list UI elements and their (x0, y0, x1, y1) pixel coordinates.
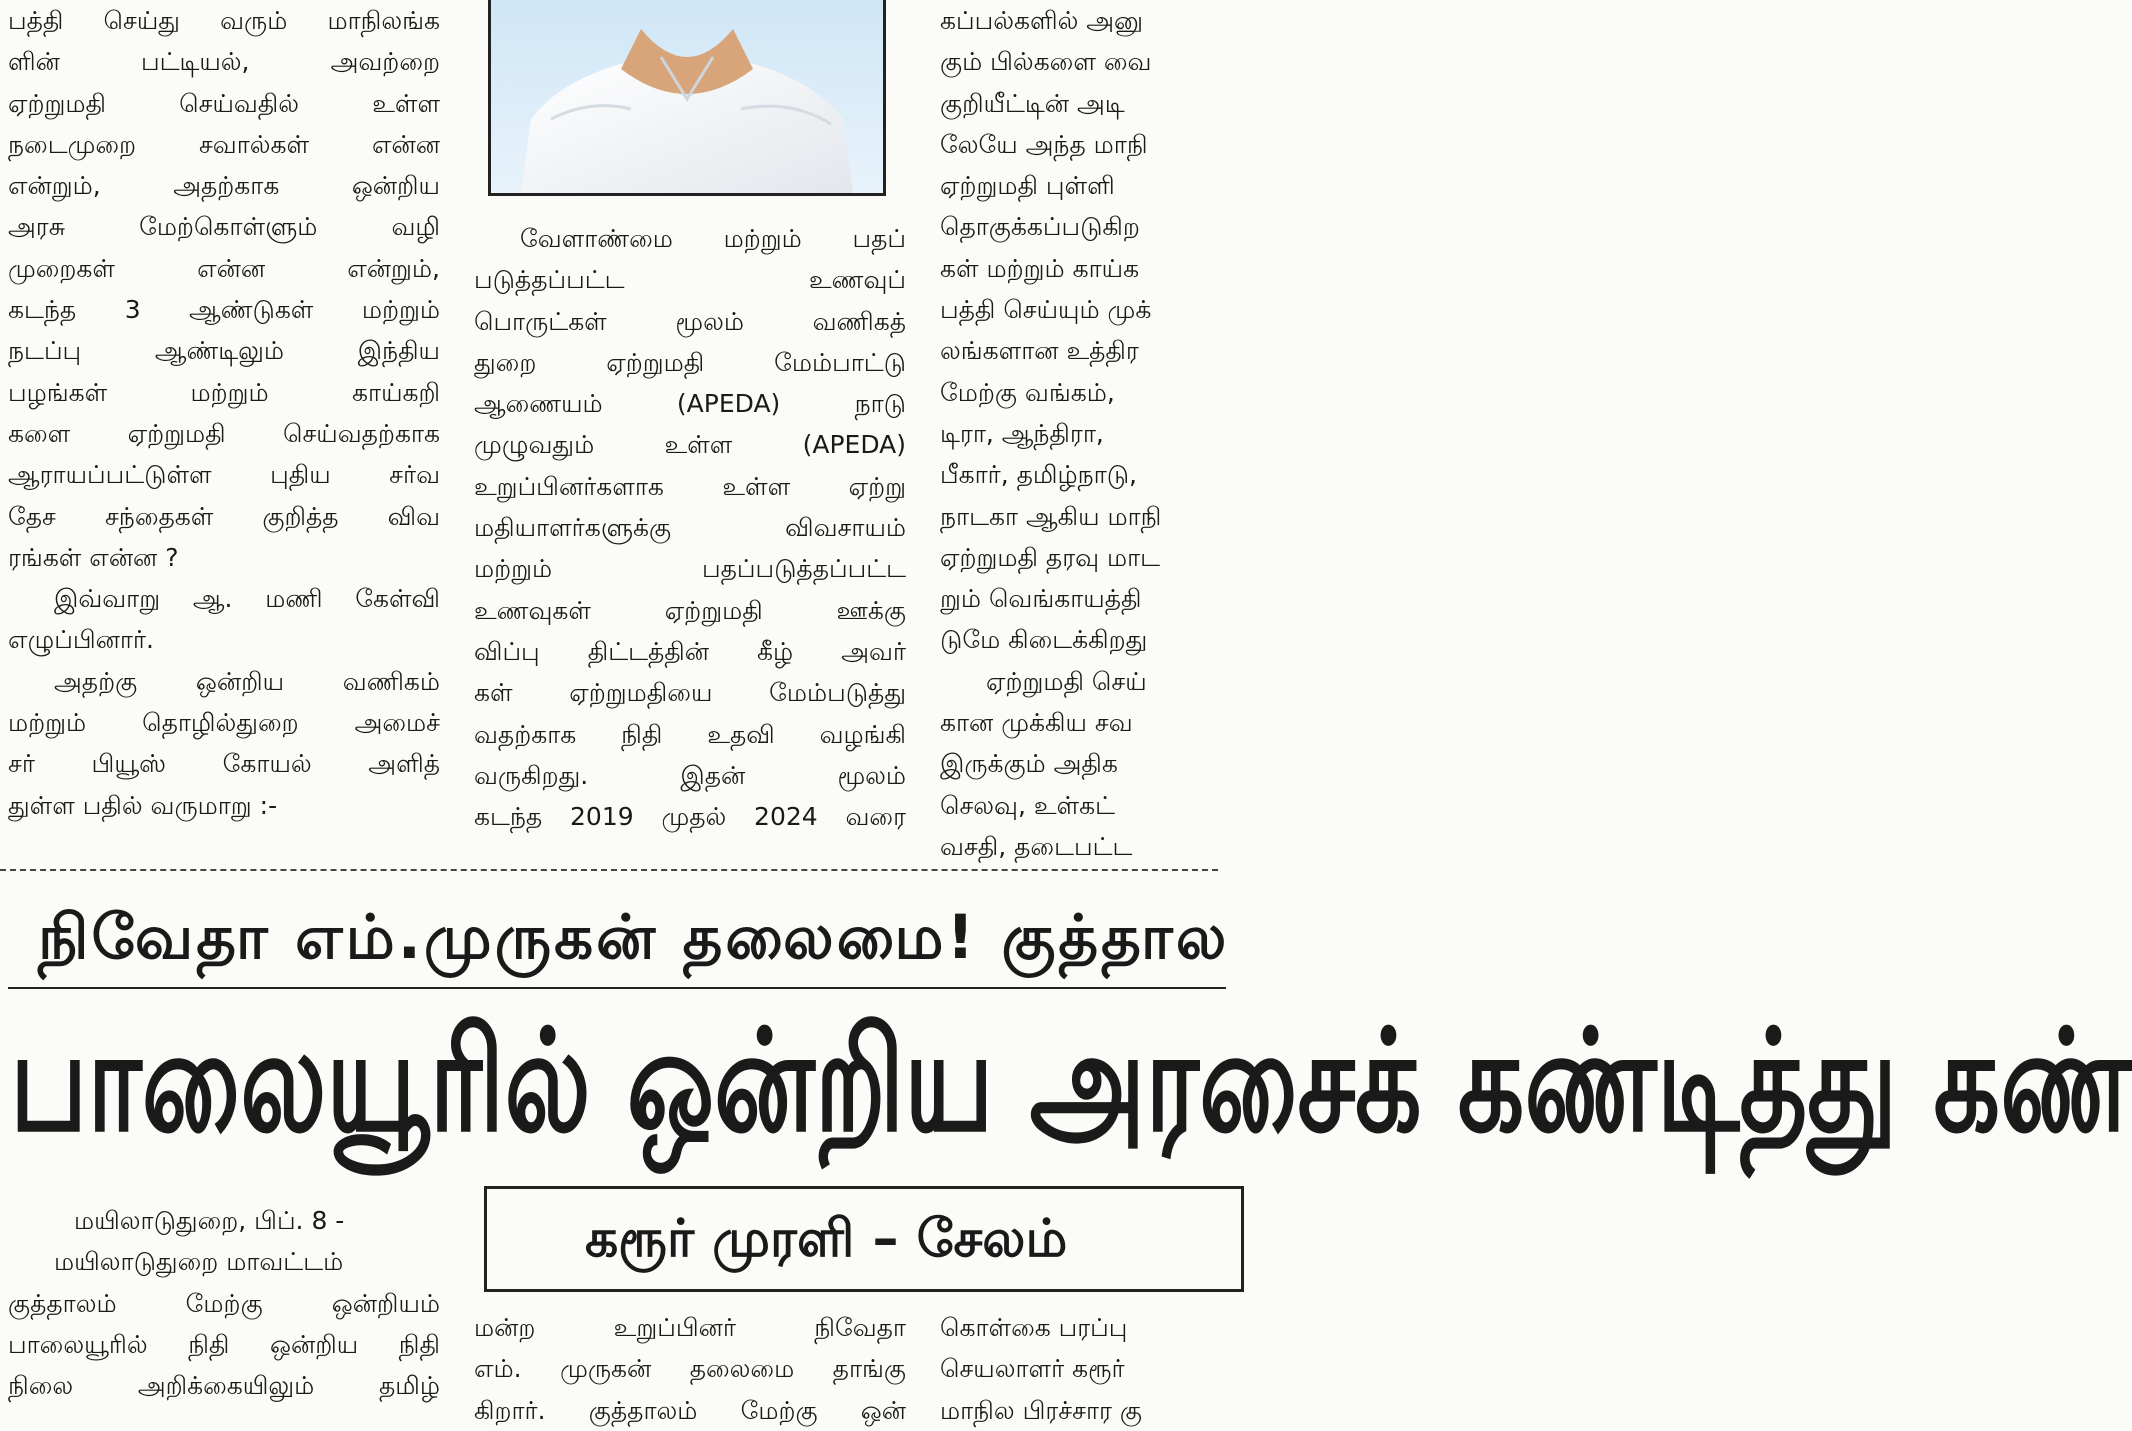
text-line: பாலையூரில் நிதி ஒன்றிய நிதி (8, 1329, 440, 1359)
text-line: கடந்த 3 ஆண்டுகள் மற்றும் (8, 295, 440, 325)
text-line: வசதி, தடைபட்ட (940, 831, 1133, 861)
text-line: களை ஏற்றுமதி செய்வதற்காக (8, 418, 440, 448)
text-line: விப்பு திட்டத்தின் கீழ் அவர் (474, 636, 906, 666)
text-line: வேளாண்மை மற்றும் பதப் (520, 224, 906, 253)
text-line: ஏற்றுமதி செய்வதில் உள்ள (8, 88, 440, 118)
text-line: துள்ள பதில் வருமாறு :- (8, 790, 278, 820)
portrait-photo (488, 0, 886, 196)
text-line: சர் பியூஸ் கோயல் அளித் (8, 749, 440, 779)
text-line: பீகார், தமிழ்நாடு, (940, 460, 1137, 490)
text-line: பொருட்கள் மூலம் வணிகத் (474, 306, 906, 336)
sub-headline: கரூர் முரளி – சேலம் (585, 1209, 1068, 1269)
text-line: உணவுகள் ஏற்றுமதி ஊக்கு (474, 595, 906, 625)
text-line: டிரா, ஆந்திரா, (940, 418, 1104, 448)
text-line: குறியீட்டின் அடி (940, 88, 1125, 118)
text-line: ரங்கள் என்ன ? (8, 542, 179, 572)
text-line: ஏற்றுமதி செய் (986, 666, 1147, 696)
text-line: ளின் பட்டியல், அவற்றை (8, 47, 440, 77)
text-line: லேயே அந்த மாநி (940, 129, 1148, 159)
text-line: ஆராயப்பட்டுள்ள புதிய சர்வ (8, 460, 440, 490)
headline-rule (8, 987, 1226, 989)
text-line: லங்களான உத்திர (940, 336, 1139, 366)
text-line: மதியாளர்களுக்கு விவசாயம் (474, 513, 906, 543)
text-line: தொகுக்கப்படுகிற (940, 212, 1140, 242)
text-line: செயலாளர் கரூர் (940, 1354, 1125, 1384)
article-middle-column (474, 218, 906, 837)
text-line: எழுப்பினார். (8, 625, 154, 655)
text-line: என்றும், அதற்காக ஒன்றிய (8, 171, 440, 201)
text-line: நாடகா ஆகிய மாநி (940, 501, 1162, 531)
text-line: உறுப்பினர்களாக உள்ள ஏற்று (474, 471, 906, 501)
text-line: பழங்கள் மற்றும் காய்கறி (8, 377, 440, 407)
text-line: அதற்கு ஒன்றிய வணிகம் (54, 666, 440, 696)
text-line: பத்தி செய்து வரும் மாநிலங்க (8, 6, 440, 35)
text-line: கடந்த 2019 முதல் 2024 வரை (474, 802, 906, 832)
text-line: கள் மற்றும் காய்க (940, 253, 1140, 283)
text-line: அரசு மேற்கொள்ளும் வழி (8, 212, 440, 242)
section-divider (0, 869, 1218, 871)
article-left-column (8, 0, 440, 826)
text-line: இருக்கும் அதிக (940, 749, 1118, 779)
text-line: டுமே கிடைக்கிறது (940, 625, 1148, 655)
text-line: மற்றும் பதப்படுத்தப்பட்ட (474, 554, 906, 584)
text-line: றும் வெங்காயத்தி (940, 584, 1142, 614)
bottom-left-column (8, 1200, 440, 1406)
text-line: கான முக்கிய சவ (940, 708, 1133, 738)
text-line: மாநில பிரச்சார கு (940, 1395, 1142, 1425)
text-line: முழுவதும் உள்ள (APEDA) (474, 430, 906, 460)
text-line: நடப்பு ஆண்டிலும் இந்திய (8, 336, 440, 366)
portrait-image (491, 0, 883, 193)
text-line: வதற்காக நிதி உதவி வழங்கி (474, 719, 906, 749)
text-line: ஏற்றுமதி புள்ளி (940, 171, 1115, 201)
text-line: செலவு, உள்கட் (940, 790, 1115, 820)
article-right-column (940, 0, 1240, 867)
text-line: நடைமுறை சவால்கள் என்ன (8, 129, 440, 159)
text-line: மேற்கு வங்கம், (940, 377, 1115, 407)
dateline: மயிலாடுதுறை, பிப். 8 - (74, 1206, 345, 1235)
text-line: கொள்கை பரப்பு (940, 1313, 1128, 1342)
kicker-headline: நிவேதா எம்.முருகன் தலைமை! குத்தால (38, 902, 1230, 973)
main-headline: பாலையூரில் ஒன்றிய அரசைக் கண்டித்து கண் (10, 998, 2132, 1164)
text-line: தேச சந்தைகள் குறித்த விவ (8, 501, 440, 531)
text-line: மயிலாடுதுறை மாவட்டம் (54, 1247, 344, 1277)
text-line: இவ்வாறு ஆ. மணி கேள்வி (54, 584, 440, 614)
text-line: ஆணையம் (APEDA) நாடு (474, 389, 906, 419)
text-line: முறைகள் என்ன என்றும், (8, 253, 440, 283)
text-line: கப்பல்களில் அனு (940, 6, 1144, 35)
text-line: குத்தாலம் மேற்கு ஒன்றியம் (8, 1288, 440, 1318)
sub-headline-box (484, 1186, 1244, 1292)
text-line: கும் பில்களை வை (940, 47, 1152, 77)
bottom-middle-column (474, 1307, 906, 1431)
text-line: பத்தி செய்யும் முக் (940, 295, 1152, 325)
text-line: படுத்தப்பட்ட உணவுப் (474, 265, 906, 295)
text-line: எம். முருகன் தலைமை தாங்கு (474, 1354, 906, 1384)
text-line: கிறார். குத்தாலம் மேற்கு ஒன் (474, 1395, 906, 1425)
bottom-right-column (940, 1307, 1240, 1431)
text-line: மற்றும் தொழில்துறை அமைச் (8, 708, 440, 738)
text-line: மன்ற உறுப்பினர் நிவேதா (474, 1313, 906, 1342)
text-line: நிலை அறிக்கையிலும் தமிழ் (8, 1371, 440, 1401)
text-line: துறை ஏற்றுமதி மேம்பாட்டு (474, 347, 906, 377)
text-line: ஏற்றுமதி தரவு மாட (940, 542, 1161, 572)
text-line: கள் ஏற்றுமதியை மேம்படுத்து (474, 678, 906, 708)
text-line: வருகிறது. இதன் மூலம் (474, 760, 906, 790)
